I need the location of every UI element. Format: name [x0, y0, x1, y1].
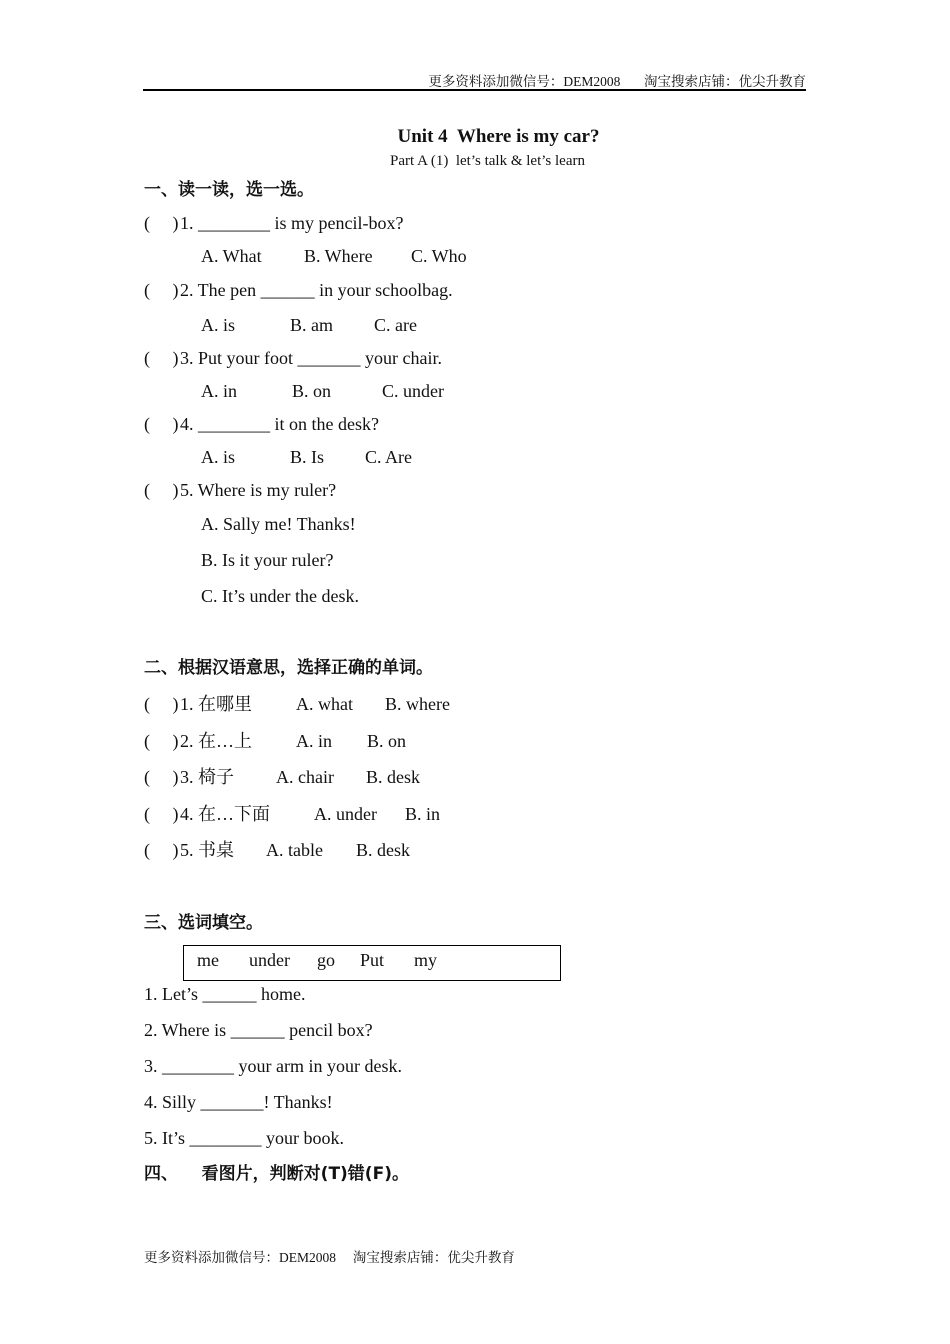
option: C. Who — [411, 246, 467, 266]
page-footer: 更多资料添加微信号：DEM2008 淘宝搜索店铺：优尖升教育 — [144, 1250, 515, 1265]
option: A. What — [201, 246, 262, 266]
option: A. table — [266, 840, 323, 860]
answer-paren: ( ) — [144, 280, 179, 300]
word-bank-word: go — [317, 950, 335, 970]
fill-sentence-5: 5. It’s ________ your book. — [144, 1128, 344, 1148]
option: C. are — [374, 315, 417, 335]
answer-paren: ( ) — [144, 213, 179, 233]
option: B. desk — [356, 840, 410, 860]
answer-paren: ( ) — [144, 480, 179, 500]
answer-paren: ( ) — [144, 694, 179, 714]
option: A. in — [296, 731, 332, 751]
word-bank-word: Put — [360, 950, 385, 970]
worksheet-title: Unit 4 Where is my car? — [397, 126, 600, 147]
option: B. where — [385, 694, 450, 714]
option: A. chair — [276, 767, 334, 787]
answer-paren: ( ) — [144, 840, 179, 860]
answer-paren: ( ) — [144, 804, 179, 824]
question-3: 3. Put your foot _______ your chair. — [180, 348, 442, 368]
question-4: 4. ________ it on the desk? — [180, 414, 379, 434]
option: C. under — [382, 381, 444, 401]
option: B. Is it your ruler? — [201, 550, 334, 570]
section1-heading: 一、读一读，选一选。 — [144, 180, 314, 200]
fill-sentence-4: 4. Silly _______! Thanks! — [144, 1092, 333, 1112]
answer-paren: ( ) — [144, 348, 179, 368]
page-header — [143, 70, 806, 91]
section3-heading: 三、选词填空。 — [144, 913, 263, 933]
option: B. desk — [366, 767, 420, 787]
option: B. Where — [304, 246, 373, 266]
word-bank-word: my — [414, 950, 438, 970]
fill-sentence-1: 1. Let’s ______ home. — [144, 984, 306, 1004]
option: A. is — [201, 315, 236, 335]
option: C. Are — [365, 447, 412, 467]
option: B. Is — [290, 447, 325, 467]
option: B. on — [367, 731, 407, 751]
answer-paren: ( ) — [144, 414, 179, 434]
option: C. It’s under the desk. — [201, 586, 359, 606]
question-2: 2. The pen ______ in your schoolbag. — [180, 280, 453, 300]
option: A. is — [201, 447, 236, 467]
question-5: 5. Where is my ruler? — [180, 480, 337, 500]
vocab-item-5: 5. 书桌 — [180, 840, 234, 860]
fill-sentence-2: 2. Where is ______ pencil box? — [144, 1020, 373, 1040]
fill-sentence-3: 3. ________ your arm in your desk. — [144, 1056, 402, 1076]
option: B. am — [290, 315, 333, 335]
vocab-item-1: 1. 在哪里 — [180, 694, 252, 714]
option: A. in — [201, 381, 237, 401]
option: A. Sally me! Thanks! — [201, 514, 356, 534]
vocab-item-3: 3. 椅子 — [180, 767, 234, 787]
answer-paren: ( ) — [144, 731, 179, 751]
answer-paren: ( ) — [144, 767, 179, 787]
option: A. what — [296, 694, 353, 714]
section2-heading: 二、根据汉语意思，选择正确的单词。 — [144, 658, 433, 678]
option: A. under — [314, 804, 377, 824]
header-text: 更多资料添加微信号：DEM2008 淘宝搜索店铺：优尖升教育 — [428, 74, 806, 89]
section4-heading: 四、 看图片，判断对(T)错(F)。 — [144, 1164, 409, 1184]
vocab-item-4: 4. 在…下面 — [180, 804, 270, 824]
word-bank-word: under — [249, 950, 290, 970]
option: B. in — [405, 804, 441, 824]
word-bank-word: me — [197, 950, 219, 970]
vocab-item-2: 2. 在…上 — [180, 731, 252, 751]
question-1: 1. ________ is my pencil-box? — [180, 213, 404, 233]
option: B. on — [292, 381, 332, 401]
worksheet-subtitle: Part A (1) let’s talk & let’s learn — [390, 153, 585, 169]
